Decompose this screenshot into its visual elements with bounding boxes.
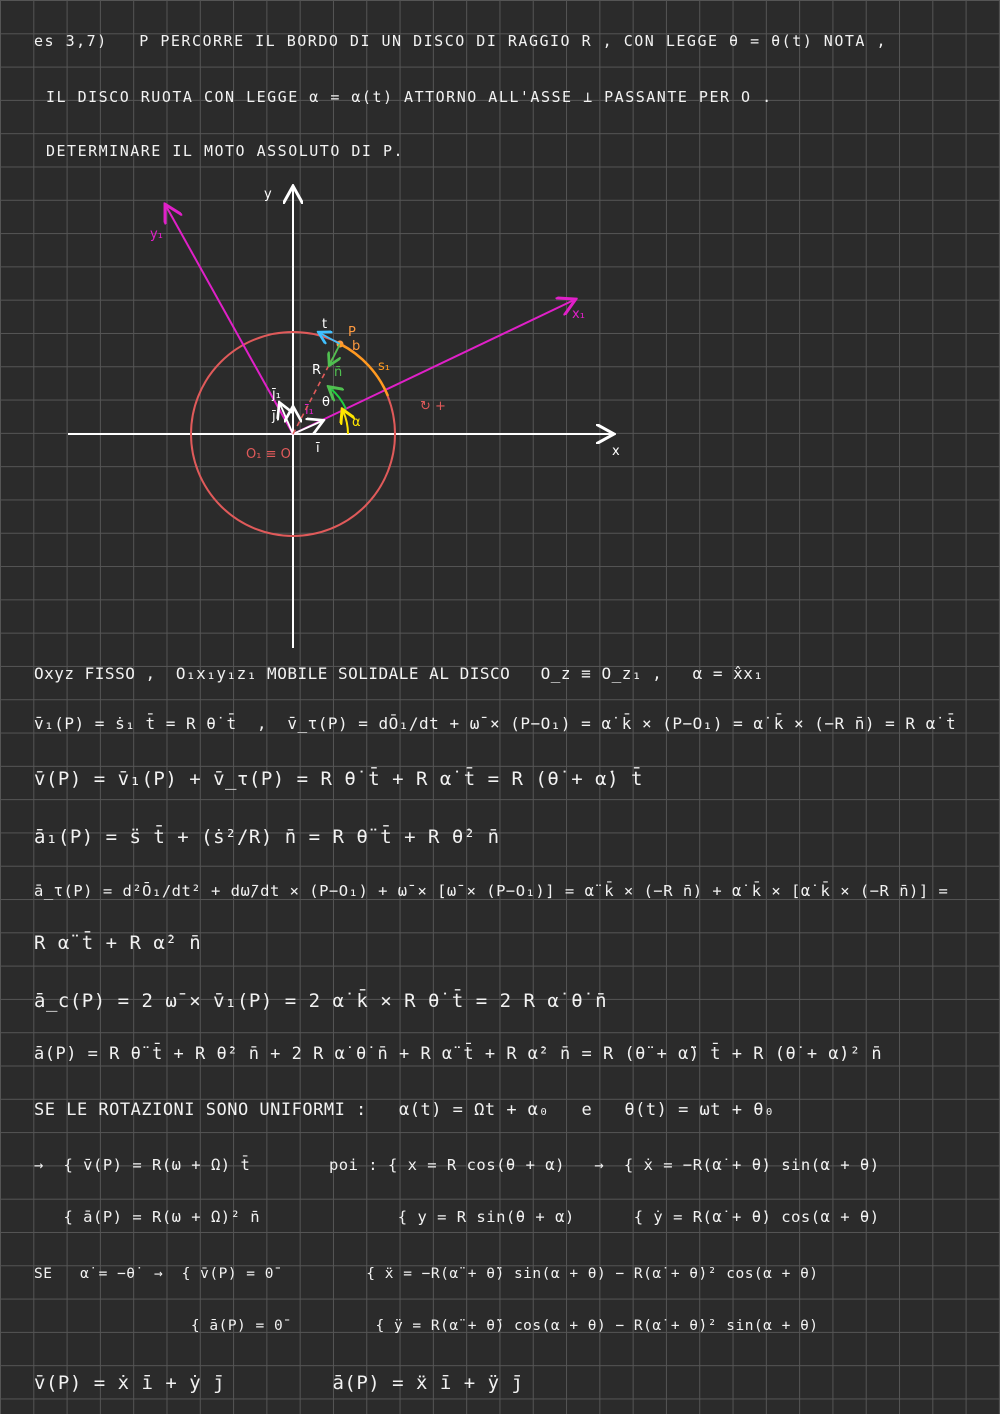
- equation-line-9: SE LE ROTAZIONI SONO UNIFORMI : α(t) = Ωt + α₀ e θ(t) = ωt + θ₀: [34, 1100, 775, 1120]
- x-axis-label: x: [612, 444, 620, 459]
- equation-line-3: v̄(P) = v̄₁(P) + v̄_τ(P) = R θ̇ t̄ + R α̇ t̄ = R (θ̇ + α̇) t̄: [34, 768, 643, 790]
- j1-label: j̄₁: [272, 387, 281, 402]
- equation-line-7: ā_c(P) = 2 ω̄ × v̄₁(P) = 2 α̇ k̄ × R θ̇ t̄ = 2 R α̇ θ̇ n̄: [34, 990, 608, 1012]
- equation-line-11: { ā(P) = R(ω + Ω)² n̄ { y = R sin(θ + α) { ẏ = R(α̇ + θ̇) cos(α + θ): [34, 1208, 880, 1226]
- kinematics-diagram: [0, 0, 1000, 660]
- equation-line-8: ā(P) = R θ̈ t̄ + R θ̇² n̄ + 2 R α̇ θ̇ n̄ + R α̈ t̄ + R α̇² n̄ = R (θ̈ + α̈) t̄ + R (θ̇ + α̇)² n̄: [34, 1044, 883, 1064]
- R-label: R: [312, 363, 322, 378]
- equation-line-1: Oxyz FISSO , O₁x₁y₁z₁ MOBILE SOLIDALE AL DISCO O_z ≡ O_z₁ , α = x̂x₁: [34, 664, 764, 683]
- n-label: n̄: [334, 365, 343, 380]
- equation-line-10: → { v̄(P) = R(ω + Ω) t̄ poi : { x = R cos(θ + α) → { ẋ = −R(α̇ + θ̇) sin(α + θ): [34, 1156, 880, 1174]
- equation-line-14: v̄(P) = ẋ ī + ẏ j̄ ā(P) = ẍ ī + ÿ j̄: [34, 1372, 524, 1394]
- equation-line-6: R α̈ t̄ + R α̇² n̄: [34, 932, 202, 954]
- tangent-vector: [320, 333, 340, 344]
- equation-line-2: v̄₁(P) = ṡ₁ t̄ = R θ̇ t̄ , v̄_τ(P) = dŌ₁/dt + ω̄ × (P−O₁) = α̇ k̄ × (P−O₁) = α̇ k̄ × (−R n̄) = R α̇ t̄: [34, 714, 957, 733]
- j1-vector: [280, 404, 293, 434]
- alpha-arc: [343, 411, 348, 434]
- P-label: P: [348, 325, 356, 340]
- j-label: j̄: [272, 409, 276, 424]
- rotation-sense: ↻ +: [420, 399, 446, 414]
- i1-vector: [293, 421, 322, 434]
- alpha-label: α: [352, 415, 361, 430]
- b-label: b: [352, 339, 361, 354]
- s1-label: s₁: [378, 359, 390, 374]
- equation-line-4: ā₁(P) = s̈ t̄ + (ṡ²/R) n̄ = R θ̈ t̄ + R θ̇² n̄: [34, 826, 500, 848]
- t-label: t: [322, 317, 328, 332]
- problem-line-1: es 3,7) P PERCORRE IL BORDO DI UN DISCO DI RAGGIO R , CON LEGGE θ = θ(t) NOTA ,: [34, 32, 887, 50]
- normal-vector: [330, 344, 340, 364]
- theta-label: θ: [322, 395, 330, 410]
- problem-line-3: DETERMINARE IL MOTO ASSOLUTO DI P.: [46, 142, 405, 160]
- i-label: ī: [316, 441, 320, 456]
- y-axis-label: y: [264, 187, 272, 202]
- equation-line-5: ā_τ(P) = d²Ō₁/dt² + dω̄/dt × (P−O₁) + ω̄ × [ω̄ × (P−O₁)] = α̈ k̄ × (−R n̄) + α̇ k̄ × [α̇ k̄ × (−R n̄)] =: [34, 882, 949, 900]
- problem-line-2: IL DISCO RUOTA CON LEGGE α = α(t) ATTORNO ALL'ASSE ⊥ PASSANTE PER O .: [46, 88, 773, 106]
- x1-axis-label: x₁: [572, 307, 585, 322]
- origin-label: O₁ ≡ O: [246, 447, 291, 462]
- i1-label: ī₁: [305, 403, 314, 418]
- equation-line-13: { ā(P) = 0̄ { ÿ = R(α̈ + θ̈) cos(α + θ) − R(α̇ + θ̇)² sin(α + θ): [34, 1318, 819, 1334]
- equation-line-12: SE α̇ = −θ̇ → { v̄(P) = 0̄ { ẍ = −R(α̈ + θ̈) sin(α + θ) − R(α̇ + θ̇)² cos(α + θ): [34, 1266, 819, 1282]
- theta-arc: [330, 388, 346, 409]
- y1-axis-label: y₁: [150, 227, 163, 242]
